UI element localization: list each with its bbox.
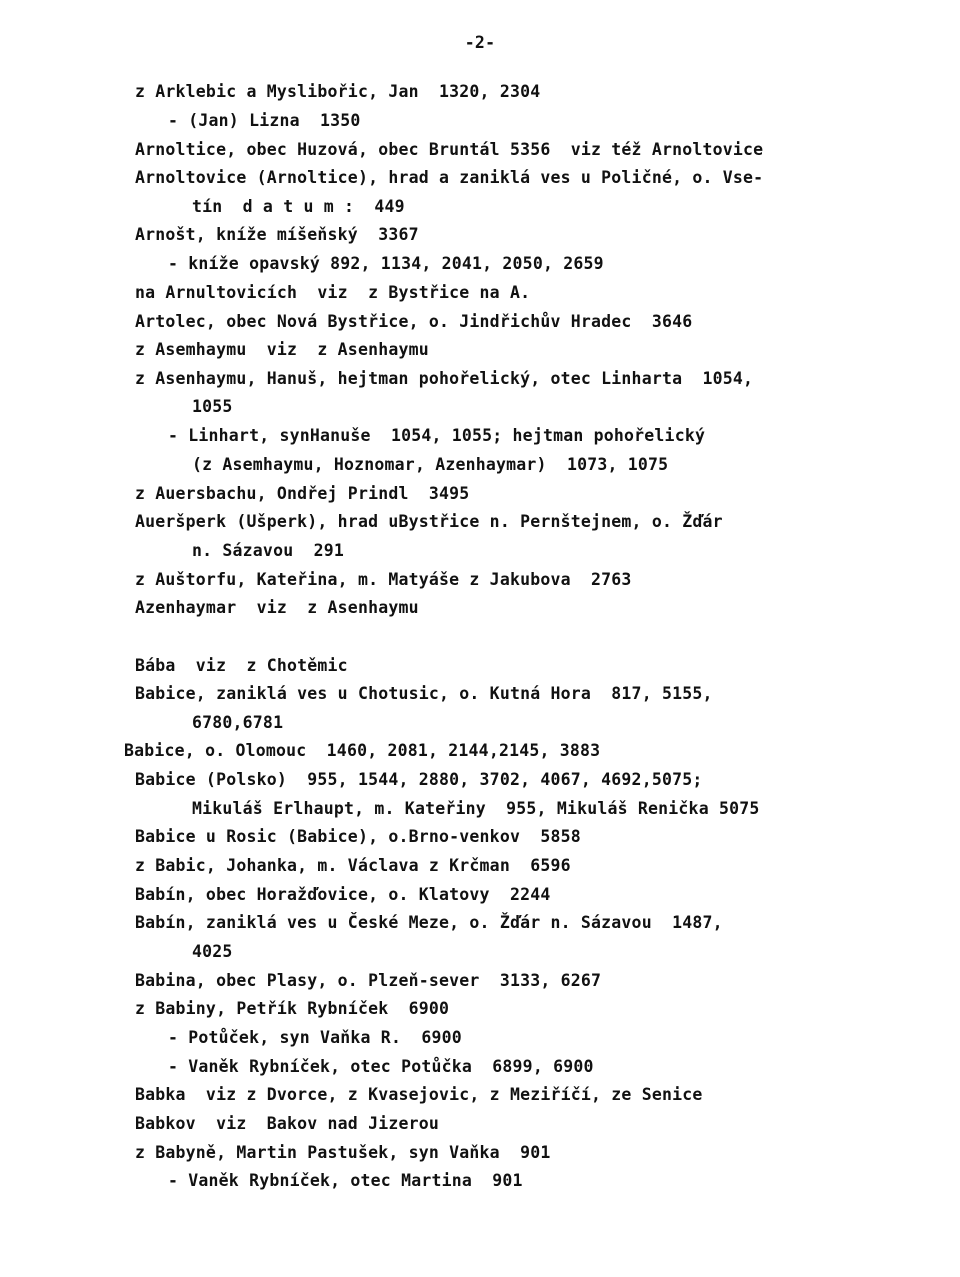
- index-subentry: - Potůček, syn Vaňka R. 6900: [168, 1028, 462, 1047]
- index-continuation: 6780,6781: [192, 713, 284, 732]
- index-subentry: - (Jan) Lizna 1350: [168, 111, 361, 130]
- index-entry: Babka viz z Dvorce, z Kvasejovic, z Meziříčí, ze Senice: [135, 1085, 703, 1104]
- index-entry: Babice, o. Olomouc 1460, 2081, 2144,2145, 3883: [124, 741, 601, 760]
- index-continuation: (z Asemhaymu, Hoznomar, Azenhaymar) 1073, 1075: [192, 455, 669, 474]
- index-entry: Babkov viz Bakov nad Jizerou: [135, 1114, 440, 1133]
- index-entry: Aueršperk (Ušperk), hrad uBystřice n. Pernštejnem, o. Žďár: [135, 512, 723, 531]
- index-entry: z Babic, Johanka, m. Václava z Krčman 6596: [135, 856, 571, 875]
- index-entry: Babice (Polsko) 955, 1544, 2880, 3702, 4067, 4692,5075;: [135, 770, 703, 789]
- index-entry: Babice, zaniklá ves u Chotusic, o. Kutná Hora 817, 5155,: [135, 684, 713, 703]
- index-subentry: - Vaněk Rybníček, otec Martina 901: [168, 1171, 523, 1190]
- index-entry: Arnoltice, obec Huzová, obec Bruntál 5356 viz též Arnoltovice: [135, 140, 764, 159]
- index-entry: z Asenhaymu, Hanuš, hejtman pohořelický, otec Linharta 1054,: [135, 369, 754, 388]
- index-entry: Babina, obec Plasy, o. Plzeň-sever 3133, 6267: [135, 971, 602, 990]
- index-entry: na Arnultovicích viz z Bystřice na A.: [135, 283, 531, 302]
- index-continuation: n. Sázavou 291: [192, 541, 345, 560]
- index-entry: z Babiny, Petřík Rybníček 6900: [135, 999, 450, 1018]
- index-entry: Arnošt, kníže míšeňský 3367: [135, 225, 419, 244]
- index-entry: Azenhaymar viz z Asenhaymu: [135, 598, 419, 617]
- index-subentry: - Vaněk Rybníček, otec Potůčka 6899, 6900: [168, 1057, 594, 1076]
- index-continuation: 4025: [192, 942, 233, 961]
- index-entry: Artolec, obec Nová Bystřice, o. Jindřichův Hradec 3646: [135, 312, 693, 331]
- index-continuation: Mikuláš Erlhaupt, m. Kateřiny 955, Mikuláš Renička 5075: [192, 799, 760, 818]
- index-entry: Bába viz z Chotěmic: [135, 656, 348, 675]
- index-entry: z Asemhaymu viz z Asenhaymu: [135, 340, 429, 359]
- index-continuation: 1055: [192, 397, 233, 416]
- index-entry: z Auersbachu, Ondřej Prindl 3495: [135, 484, 470, 503]
- index-entry: Babín, zaniklá ves u České Meze, o. Žďár n. Sázavou 1487,: [135, 913, 723, 932]
- index-entry: z Arklebic a Myslibořic, Jan 1320, 2304: [135, 82, 541, 101]
- index-entry: Arnoltovice (Arnoltice), hrad a zaniklá ves u Poličné, o. Vse-: [135, 168, 764, 187]
- index-entry: z Auštorfu, Kateřina, m. Matyáše z Jakubova 2763: [135, 570, 632, 589]
- index-continuation: tín d a t u m : 449: [192, 197, 405, 216]
- index-subentry: - kníže opavský 892, 1134, 2041, 2050, 2659: [168, 254, 604, 273]
- index-subentry: - Linhart, synHanuše 1054, 1055; hejtman pohořelický: [168, 426, 706, 445]
- index-entry: Babín, obec Horažďovice, o. Klatovy 2244: [135, 885, 551, 904]
- index-entry: Babice u Rosic (Babice), o.Brno-venkov 5858: [135, 827, 581, 846]
- index-entry: z Babyně, Martin Pastušek, syn Vaňka 901: [135, 1143, 551, 1162]
- page-number: -2-: [464, 33, 496, 52]
